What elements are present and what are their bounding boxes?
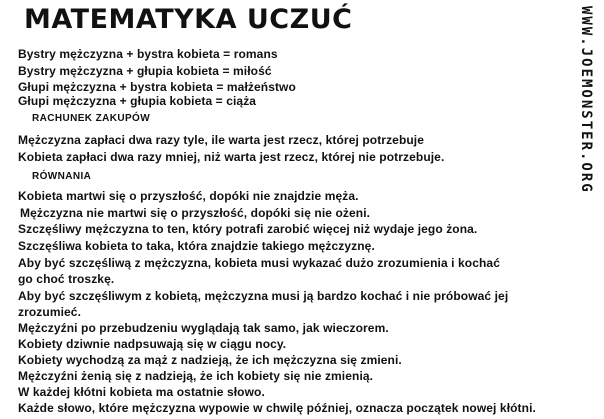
- equation-line: zrozumieć.: [18, 305, 82, 319]
- watermark: [576, 6, 598, 236]
- equation-line: W każdej kłótni kobieta ma ostatnie słowo.: [18, 385, 265, 399]
- shopping-line: Mężczyzna zapłaci dwa razy tyle, ile warta jest rzecz, której potrzebuje: [18, 133, 425, 147]
- equation-line: Mężczyzna nie martwi się o przyszłość, dopóki się nie ożeni.: [20, 206, 371, 220]
- equation-line: Kobieta martwi się o przyszłość, dopóki nie znajdzie męża.: [18, 189, 359, 203]
- section-heading-shopping: RACHUNEK ZAKUPÓW: [32, 113, 151, 124]
- watermark-text: WWW.JOEMONSTER.ORG: [578, 6, 594, 194]
- intro-line: Głupi mężczyzna + bystra kobieta = małżeństwo: [18, 80, 296, 94]
- equation-line: Szczęśliwy mężczyzna to ten, który potrafi zarobić więcej niż wydaje jego żona.: [18, 222, 478, 236]
- equation-line: Kobiety dziwnie nadpsuwają się w ciągu nocy.: [18, 337, 287, 351]
- equation-line: go choć troszkę.: [18, 272, 115, 286]
- equation-line: Mężczyźni żenią się z nadzieją, że ich kobiety się nie zmienią.: [18, 369, 374, 383]
- equation-line: Mężczyźni po przebudzeniu wyglądają tak samo, jak wieczorem.: [18, 321, 389, 335]
- intro-line: Bystry mężczyzna + bystra kobieta = romans: [18, 47, 278, 61]
- equation-line: Szczęśliwa kobieta to taka, która znajdzie takiego mężczyznę.: [18, 239, 375, 253]
- equation-line: Aby być szczęśliwym z kobietą, mężczyzna musi ją bardzo kochać i nie próbować jej: [18, 289, 509, 303]
- equation-line: Kobiety wychodzą za mąż z nadzieją, że ich mężczyzna się zmieni.: [18, 353, 402, 367]
- equation-line: Każde słowo, które mężczyzna wypowie w chwilę później, oznacza początek nowej kłótni.: [18, 401, 536, 415]
- page-title: MATEMATYKA UCZUĆ: [24, 4, 353, 35]
- section-heading-equations: RÓWNANIA: [32, 171, 92, 182]
- intro-line: Bystry mężczyzna + głupia kobieta = miłość: [18, 64, 272, 78]
- equation-line: Aby być szczęśliwą z mężczyzna, kobieta musi wykazać dużo zrozumienia i kochać: [18, 256, 500, 270]
- shopping-line: Kobieta zapłaci dwa razy mniej, niż warta jest rzecz, której nie potrzebuje.: [18, 150, 445, 164]
- intro-line: Głupi mężczyzna + głupia kobieta = ciąża: [18, 94, 257, 108]
